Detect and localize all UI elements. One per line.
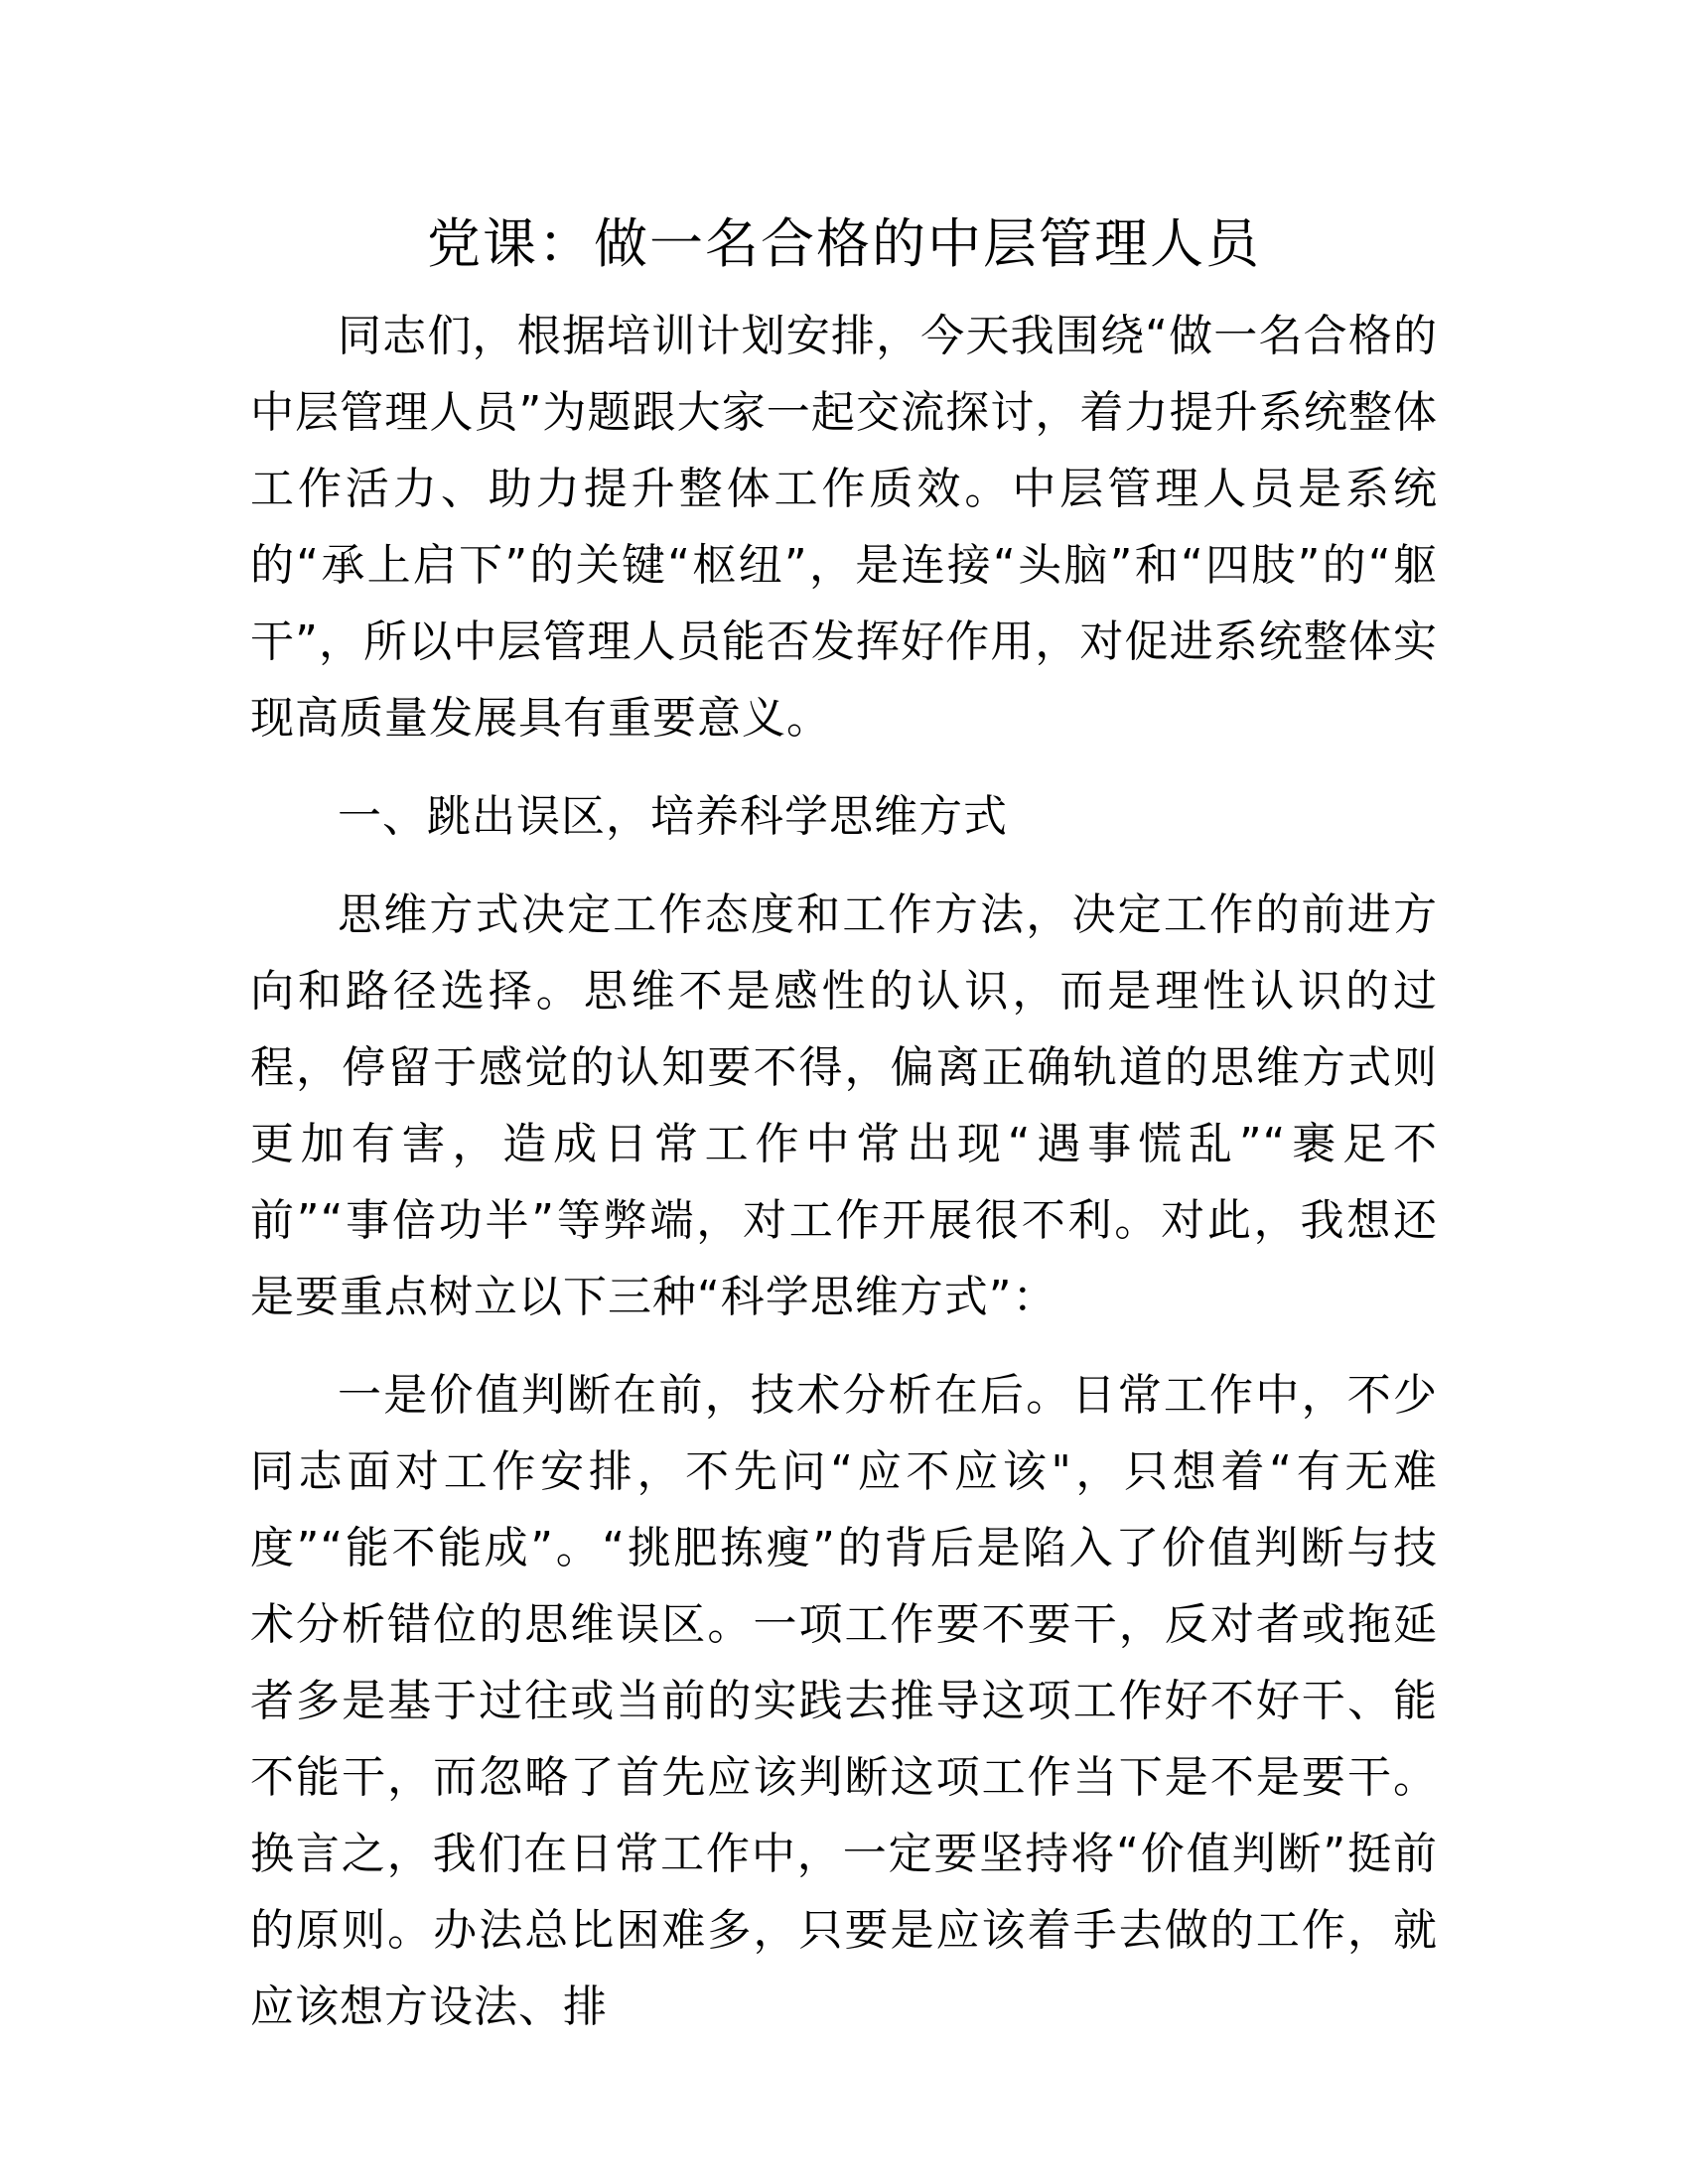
paragraph-thinking: 思维方式决定工作态度和工作方法，决定工作的前进方向和路径选择。思维不是感性的认识，而是理性认识的过程，停留于感觉的认知要不得，偏离正确轨道的思维方式则更加有害，造成日常工作中常出现“遇事慌乱”“裹足不前”“事倍功半”等弊端，对工作开展很不利。对此，我想还是要重点树立以下三种“科学思维方式”： [250,889,1438,1322]
document-title: 党课：做一名合格的中层管理人员 [427,212,1261,275]
section-heading-1: 一、跳出误区，培养科学思维方式 [338,791,1008,842]
document-body [250,298,1438,2045]
paragraph-intro: 同志们，根据培训计划安排，今天我围绕“做一名合格的中层管理人员”为题跟大家一起交流探讨，着力提升系统整体工作活力、助力提升整体工作质效。中层管理人员是系统的“承上启下”的关键“枢纽”，是连接“头脑”和“四肢”的“躯干”，所以中层管理人员能否发挥好作用，对促进系统整体实现高质量发展具有重要意义。 [250,311,1438,744]
paragraph-value-judgment: 一是价值判断在前，技术分析在后。日常工作中，不少同志面对工作安排，不先问“应不应该"，只想着“有无难度”“能不能成”。“挑肥拣瘦”的背后是陷入了价值判断与技术分析错位的思维误区。一项工作要不要干，反对者或拖延者多是基于过往或当前的实践去推导这项工作好不好干、能不能干，而忽略了首先应该判断这项工作当下是不是要干。换言之，我们在日常工作中，一定要坚持将“价值判断”挺前的原则。办法总比困难多，只要是应该着手去做的工作，就应该想方设法、排 [250,1370,1438,2032]
